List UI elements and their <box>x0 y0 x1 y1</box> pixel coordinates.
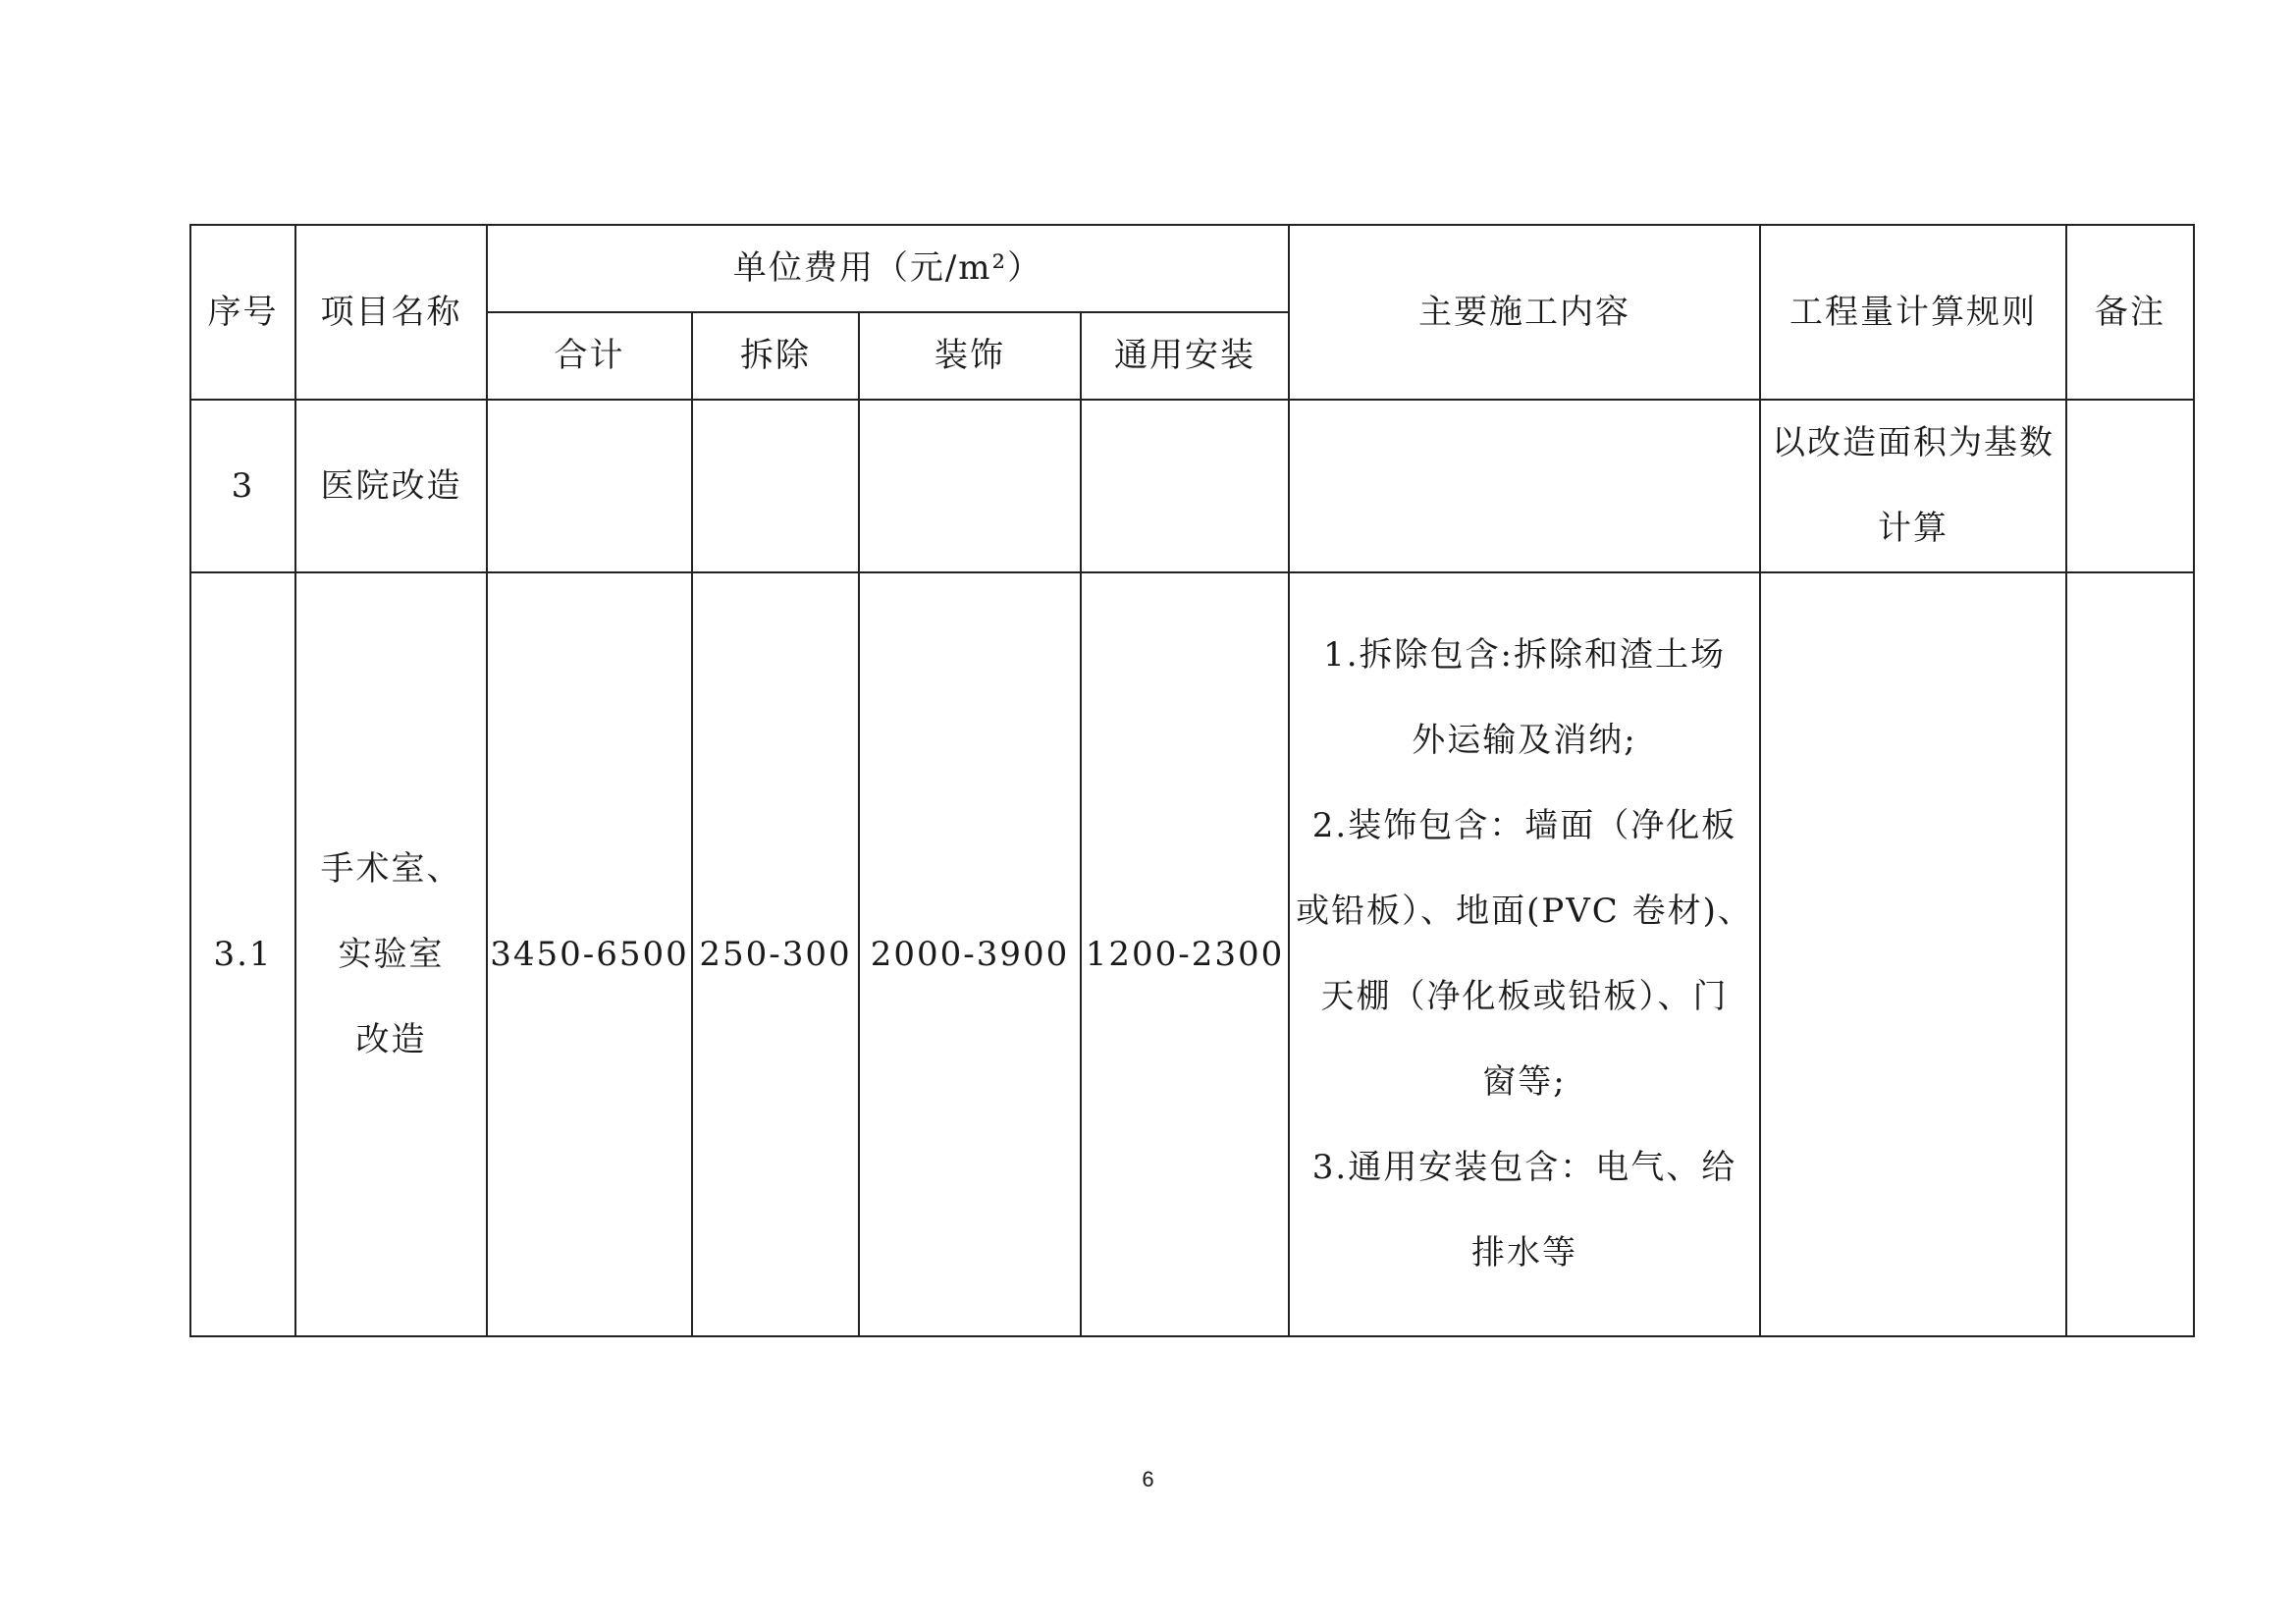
content-line: 或铅板）、地面(PVC 卷材)、 <box>1296 892 1753 931</box>
cell-demolition: 250-300 <box>692 572 859 1336</box>
cell-demolition <box>692 400 859 572</box>
cell-total: 3450-6500 <box>487 572 692 1336</box>
content-line: 排水等 <box>1471 1233 1578 1272</box>
header-unit-cost: 单位费用（元/m²） <box>487 225 1289 312</box>
content-line: 窗等; <box>1482 1062 1567 1102</box>
cell-rule: 以改造面积为基数计算 <box>1760 400 2066 572</box>
cell-rule <box>1760 572 2066 1336</box>
content-line: 天棚（净化板或铅板）、门 <box>1320 977 1729 1016</box>
cell-decoration <box>859 400 1081 572</box>
table-row <box>190 400 2194 572</box>
cell-remark <box>2066 572 2194 1336</box>
name-line: 改造 <box>355 1019 427 1059</box>
cell-total <box>487 400 692 572</box>
header-row-1 <box>190 225 2194 312</box>
header-demolition: 拆除 <box>692 312 859 400</box>
content-line: 1.拆除包含:拆除和渣土场 <box>1323 635 1726 675</box>
page-number: 6 <box>1142 1467 1154 1491</box>
header-rule: 工程量计算规则 <box>1760 225 2066 400</box>
content-line: 外运输及消纳; <box>1412 721 1637 760</box>
content-line: 2.装饰包含：墙面（净化板 <box>1311 806 1737 845</box>
cell-installation <box>1081 400 1289 572</box>
header-content: 主要施工内容 <box>1289 225 1760 400</box>
name-line: 实验室 <box>338 934 445 974</box>
cell-seq: 3 <box>190 400 295 572</box>
cell-seq: 3.1 <box>190 572 295 1336</box>
cell-content <box>1289 400 1760 572</box>
content-line: 3.通用安装包含：电气、给 <box>1311 1148 1737 1187</box>
cell-decoration: 2000-3900 <box>859 572 1081 1336</box>
header-seq: 序号 <box>190 225 295 400</box>
table-row <box>190 572 2194 1336</box>
header-installation: 通用安装 <box>1081 312 1289 400</box>
cell-installation: 1200-2300 <box>1081 572 1289 1336</box>
cell-content <box>1289 572 1760 1336</box>
header-decoration: 装饰 <box>859 312 1081 400</box>
cell-remark <box>2066 400 2194 572</box>
name-line: 手术室、 <box>320 848 462 889</box>
cell-name <box>295 572 487 1336</box>
header-remark: 备注 <box>2066 225 2194 400</box>
header-name: 项目名称 <box>295 225 487 400</box>
cell-name: 医院改造 <box>295 400 487 572</box>
header-total: 合计 <box>487 312 692 400</box>
cost-table <box>189 224 2195 1337</box>
